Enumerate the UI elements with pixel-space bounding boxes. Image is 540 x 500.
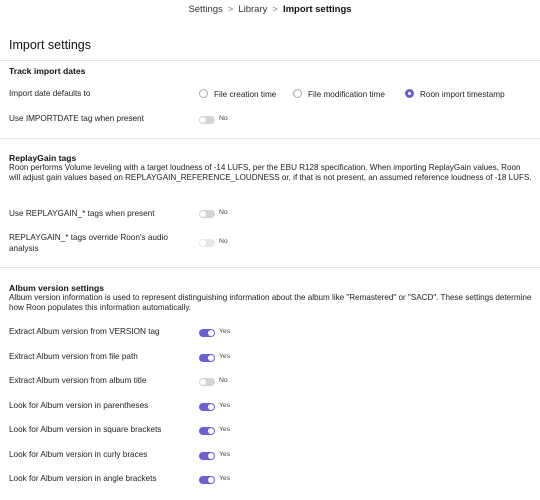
album-version-toggle[interactable] xyxy=(199,354,215,362)
section-title-replaygain: ReplayGain tags xyxy=(9,153,77,163)
album-version-toggle[interactable] xyxy=(199,329,215,337)
divider xyxy=(0,138,540,139)
breadcrumb-settings[interactable]: Settings xyxy=(188,4,223,15)
toggle-knob xyxy=(200,211,206,217)
toggle-knob xyxy=(208,477,214,483)
toggle-knob xyxy=(208,355,214,361)
toggle-knob xyxy=(200,240,206,246)
album-version-toggle[interactable] xyxy=(199,427,215,435)
album-version-toggle-value: Yes xyxy=(219,450,231,458)
replaygain-use-toggle-value: No xyxy=(219,209,228,216)
breadcrumb-current: Import settings xyxy=(282,4,352,15)
page-title: Import settings xyxy=(9,38,91,52)
album-version-row-label: Extract Album version from album title xyxy=(9,376,147,385)
album-version-toggle[interactable] xyxy=(199,403,215,411)
album-version-row-label: Extract Album version from VERSION tag xyxy=(9,327,160,336)
importdate-toggle-value: No xyxy=(219,115,228,122)
importdate-toggle[interactable] xyxy=(199,116,215,124)
radio-roon-import-timestamp[interactable] xyxy=(405,89,505,99)
breadcrumb-separator: > xyxy=(272,4,278,15)
replaygain-use-label: Use REPLAYGAIN_* tags when present xyxy=(9,209,155,218)
album-version-row-label: Extract Album version from file path xyxy=(9,351,138,361)
toggle-knob xyxy=(208,404,214,410)
section-title-track-import: Track import dates xyxy=(9,66,86,76)
import-date-label: Import date defaults to xyxy=(9,89,91,98)
album-version-row-label: Look for Album version in angle brackets xyxy=(9,474,157,483)
radio-file-creation-time[interactable] xyxy=(199,89,276,99)
toggle-knob xyxy=(208,428,214,434)
replaygain-use-toggle[interactable] xyxy=(199,210,215,218)
album-version-row-label: Look for Album version in curly braces xyxy=(9,449,148,459)
album-version-row-label: Look for Album version in parentheses xyxy=(9,400,149,410)
breadcrumb-library[interactable]: Library xyxy=(238,4,268,15)
radio-label: File modification time xyxy=(308,90,385,99)
album-version-toggle-value: Yes xyxy=(219,328,231,335)
importdate-tag-label: Use IMPORTDATE tag when present xyxy=(9,114,144,123)
radio-label: File creation time xyxy=(214,90,277,99)
divider xyxy=(0,267,540,268)
album-version-toggle[interactable] xyxy=(199,452,215,460)
toggle-knob xyxy=(208,330,214,336)
album-version-toggle-value: Yes xyxy=(219,426,231,433)
album-version-toggle-value: No xyxy=(219,377,228,384)
album-version-toggle-value: Yes xyxy=(219,401,231,409)
toggle-knob xyxy=(200,379,206,385)
album-version-toggle[interactable] xyxy=(199,378,215,386)
album-version-toggle-value: Yes xyxy=(219,475,231,482)
toggle-knob xyxy=(200,117,206,123)
album-version-toggle[interactable] xyxy=(199,476,215,484)
replaygain-override-toggle[interactable] xyxy=(199,239,215,247)
breadcrumb-separator: > xyxy=(227,4,234,15)
replaygain-override-label: REPLAYGAIN_* tags override Roon's audio analysis xyxy=(9,233,168,253)
radio-selected-icon xyxy=(405,89,414,98)
breadcrumb xyxy=(0,4,540,15)
radio-label: Roon import timestamp xyxy=(420,90,505,99)
album-version-description: Album version information is used to represent distinguishing information about the album like "Remastered" or "SACD". These settings determine how Roon populates this information automatically. xyxy=(9,293,532,313)
replaygain-description: Roon performs Volume leveling with a target loudness of -14 LUFS, per the EBU R128 specification. When importing ReplayGain values, Roon will adjust gain values based on REPLAYGAIN_REFERENCE_LOUDNESS or, if that is not present, an assumed reference loudness of -18 LUFS. xyxy=(9,163,532,183)
album-version-toggle-value: Yes xyxy=(219,352,231,360)
radio-file-modification-time[interactable] xyxy=(293,89,385,99)
album-version-row-label: Look for Album version in square brackets xyxy=(9,425,162,434)
toggle-knob xyxy=(208,453,214,459)
replaygain-override-toggle-value: No xyxy=(219,238,228,245)
radio-circle-icon xyxy=(293,89,302,98)
divider xyxy=(0,60,540,61)
radio-circle-icon xyxy=(199,89,208,98)
section-title-album-version: Album version settings xyxy=(9,283,105,293)
